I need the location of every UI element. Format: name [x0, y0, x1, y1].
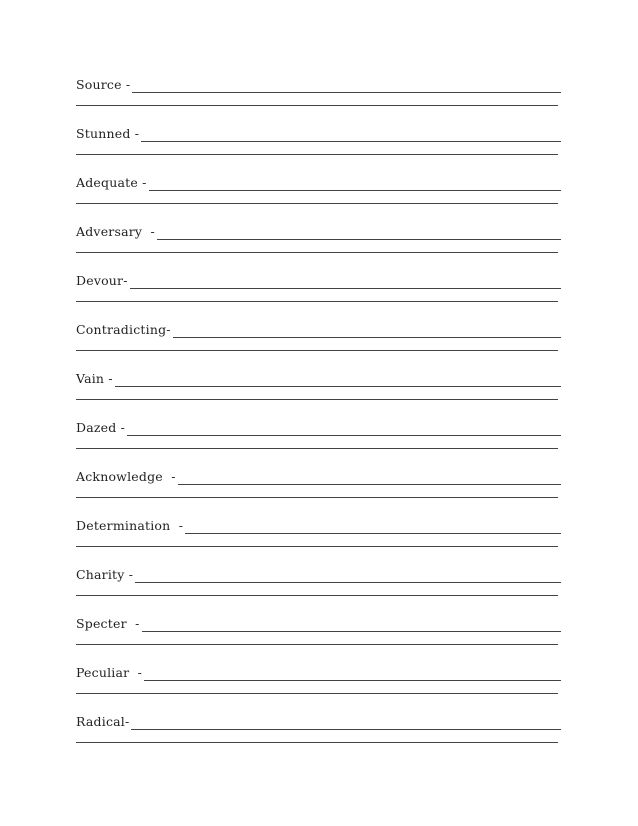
vocab-entry-adequate [76, 173, 561, 223]
vocab-entry-radical [76, 712, 561, 762]
definition-blank[interactable] [135, 568, 561, 583]
term-label: Vain - [76, 371, 113, 386]
vocab-entry-charity [76, 565, 561, 615]
definition-continuation-blank[interactable] [76, 546, 558, 547]
definition-blank[interactable] [130, 274, 561, 289]
term-label: Determination - [76, 518, 184, 533]
definition-blank[interactable] [141, 127, 561, 142]
term-label: Stunned - [76, 126, 140, 141]
definition-continuation-blank[interactable] [76, 301, 558, 302]
vocab-entry-peculiar [76, 663, 561, 713]
definition-continuation-blank[interactable] [76, 399, 558, 400]
term-label: Contradicting- [76, 322, 171, 337]
term-label: Charity - [76, 567, 134, 582]
term-label: Acknowledge - [76, 469, 176, 484]
definition-continuation-blank[interactable] [76, 105, 558, 106]
vocab-entry-contradicting [76, 320, 561, 370]
definition-continuation-blank[interactable] [76, 693, 558, 694]
term-label: Adequate - [76, 175, 147, 190]
vocab-entry-stunned [76, 124, 561, 174]
term-label: Adversary - [76, 224, 155, 239]
vocab-entry-devour [76, 271, 561, 321]
term-label: Peculiar - [76, 665, 143, 680]
definition-continuation-blank[interactable] [76, 154, 558, 155]
definition-blank[interactable] [185, 519, 561, 534]
term-label: Devour- [76, 273, 128, 288]
definition-blank[interactable] [173, 323, 561, 338]
definition-blank[interactable] [132, 78, 561, 93]
term-label: Radical- [76, 714, 130, 729]
vocab-entry-dazed [76, 418, 561, 468]
definition-continuation-blank[interactable] [76, 595, 558, 596]
definition-continuation-blank[interactable] [76, 448, 558, 449]
vocab-entry-adversary [76, 222, 561, 272]
definition-continuation-blank[interactable] [76, 497, 558, 498]
definition-blank[interactable] [115, 372, 561, 387]
definition-blank[interactable] [127, 421, 561, 436]
definition-blank[interactable] [178, 470, 561, 485]
definition-blank[interactable] [142, 617, 561, 632]
definition-continuation-blank[interactable] [76, 203, 558, 204]
vocab-entry-acknowledge [76, 467, 561, 517]
definition-continuation-blank[interactable] [76, 252, 558, 253]
term-label: Dazed - [76, 420, 126, 435]
vocab-entry-vain [76, 369, 561, 419]
definition-blank[interactable] [149, 176, 561, 191]
vocab-entry-determination [76, 516, 561, 566]
term-label: Source - [76, 77, 131, 92]
definition-continuation-blank[interactable] [76, 350, 558, 351]
definition-blank[interactable] [144, 666, 561, 681]
definition-continuation-blank[interactable] [76, 742, 558, 743]
definition-blank[interactable] [131, 715, 561, 730]
vocab-entry-source [76, 75, 561, 125]
term-label: Specter - [76, 616, 140, 631]
definition-blank[interactable] [157, 225, 561, 240]
vocab-entry-specter [76, 614, 561, 664]
definition-continuation-blank[interactable] [76, 644, 558, 645]
